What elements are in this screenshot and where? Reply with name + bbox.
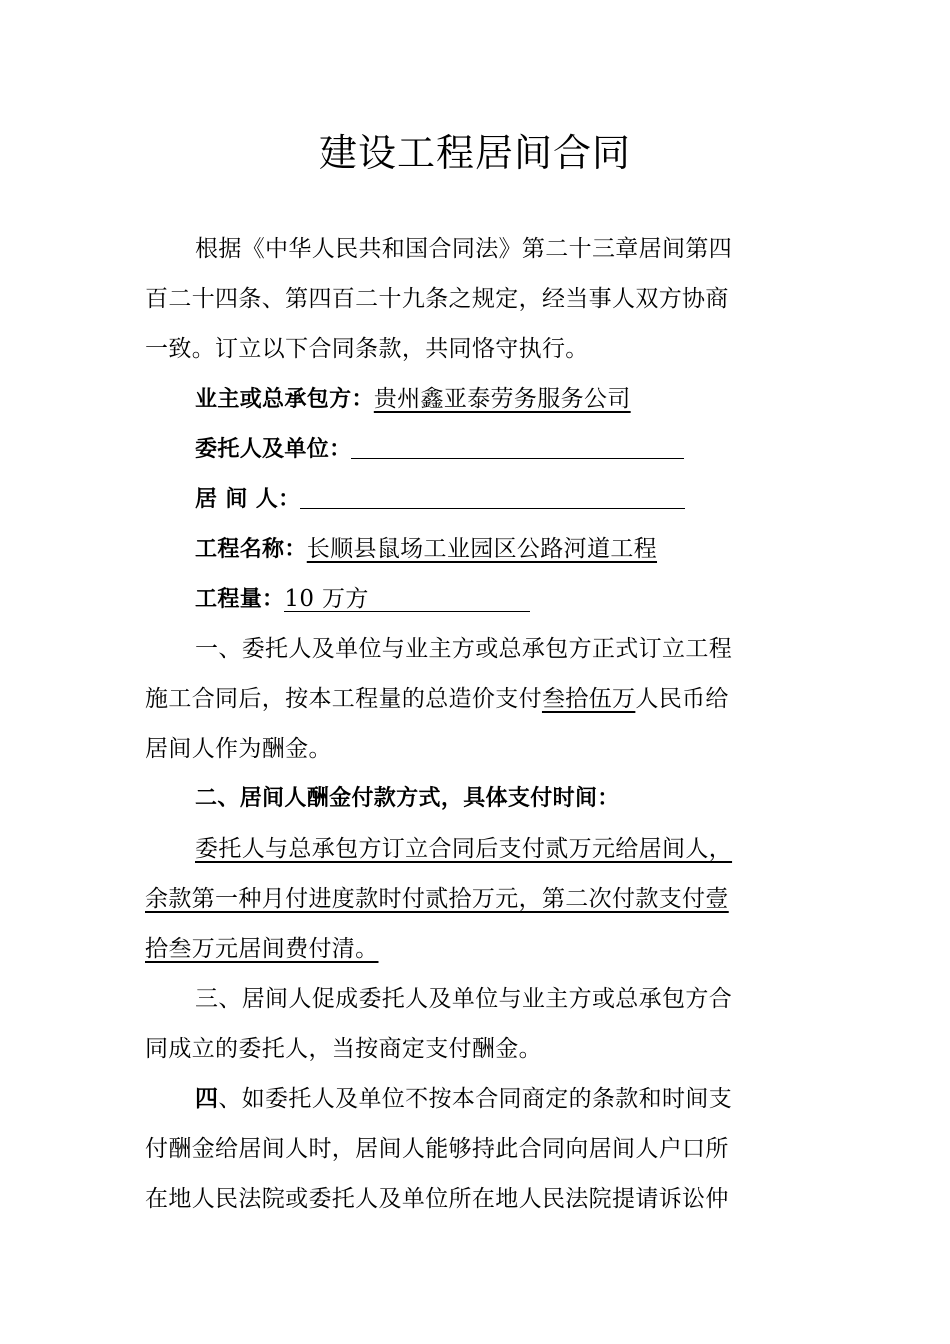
- intro-line-1: 根据《中华人民共和国合同法》第二十三章居间第四: [195, 236, 733, 262]
- clause1-line-3: 居间人作为酬金。: [145, 736, 332, 762]
- clause1-line-2: [145, 684, 805, 714]
- clause4-number: 四: [195, 1086, 219, 1112]
- clause4-line-2: 付酬金给居间人时，居间人能够持此合同向居间人户口所: [145, 1136, 729, 1162]
- broker-blank-line: [300, 484, 685, 509]
- quantity-field: [195, 584, 805, 615]
- owner-field: [195, 384, 805, 415]
- clause1-line-1: 一、委托人及单位与业主方或总承包方正式订立工程: [195, 636, 733, 662]
- clause2-line-1: 委托人与总承包方订立合同后支付贰万元给居间人，: [195, 836, 733, 862]
- clause4-line-1-rest: 、如委托人及单位不按本合同商定的条款和时间支: [218, 1086, 733, 1112]
- broker-field: [195, 484, 805, 515]
- clause3-line-1: 三、居间人促成委托人及单位与业主方或总承包方合: [195, 986, 733, 1012]
- client-blank-line: [351, 434, 684, 459]
- clause3-line-2: 同成立的委托人，当按商定支付酬金。: [145, 1036, 542, 1062]
- clause1-amount: 叁拾伍万: [541, 686, 636, 712]
- clause2-line-3: 拾叁万元居间费付清。: [145, 936, 379, 962]
- clause2-heading: 二、居间人酬金付款方式，具体支付时间：: [195, 786, 620, 811]
- project-value: 长顺县鼠场工业园区公路河道工程: [306, 536, 658, 562]
- owner-value: 贵州鑫亚泰劳务服务公司: [373, 386, 631, 412]
- project-label: 工程名称：: [195, 537, 307, 562]
- clause1-line-2-post: 人民币给: [635, 686, 729, 712]
- clause4-line-3: 在地人民法院或委托人及单位所在地人民法院提请诉讼仲: [145, 1186, 729, 1212]
- client-field: [195, 434, 805, 465]
- clause4-line-1: [195, 1084, 805, 1114]
- quantity-value: 10 万方: [284, 584, 530, 612]
- clause1-line-2-pre: 施工合同后，按本工程量的总造价支付: [145, 686, 542, 712]
- clause2-line-2: 余款第一种月付进度款时付贰拾万元，第二次付款支付壹: [145, 886, 729, 912]
- intro-line-3: 一致。订立以下合同条款，共同恪守执行。: [145, 336, 589, 362]
- client-label: 委托人及单位：: [195, 437, 352, 462]
- project-field: [195, 534, 805, 565]
- owner-label: 业主或总承包方：: [195, 387, 374, 412]
- document-title: 建设工程居间合同: [318, 131, 631, 175]
- broker-label: 居 间 人：: [195, 487, 301, 512]
- quantity-label: 工程量：: [195, 587, 285, 612]
- intro-line-2: 百二十四条、第四百二十九条之规定，经当事人双方协商: [145, 286, 729, 312]
